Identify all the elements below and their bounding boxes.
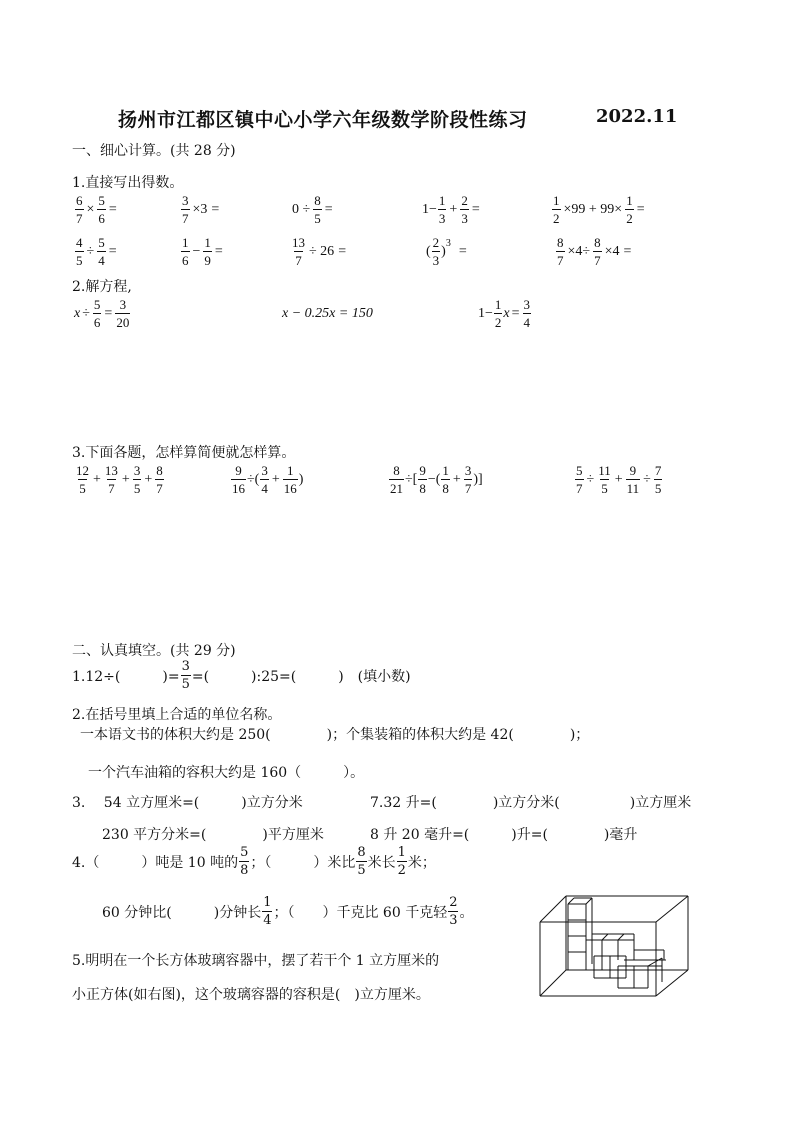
- section2-heading: 二、认真填空。(共 29 分): [72, 643, 236, 659]
- fill-q5-line2: 小正方体(如右图)，这个玻璃容器的容积是( )立方厘米。: [72, 987, 430, 1003]
- page-title: 扬州市江都区镇中心小学六年级数学阶段性练习: [118, 109, 528, 131]
- calc-r2-e3: $\frac{13}{7}$ ÷ 26 =: [292, 235, 347, 268]
- fill-q3-line2a: 230 平方分米=( )平方厘米: [102, 827, 324, 843]
- equation-2: x − 0.25x = 150: [282, 306, 373, 321]
- fill-q3-line2b: 8 升 20 毫升=( )升=( )毫升: [370, 827, 638, 843]
- calc-r1-e2: $\frac{3}{7}$ ×3 =: [182, 193, 220, 226]
- section1-heading: 一、细心计算。(共 28 分): [72, 143, 236, 159]
- simplify-1: $\frac{12}{5}$ + $\frac{13}{7}$ + $\frac{3}{5}$ + $\frac{8}{7}$: [76, 463, 163, 496]
- fill-q5-line1: 5.明明在一个长方体玻璃容器中，摆了若干个 1 立方厘米的: [72, 953, 440, 969]
- calc-r1-e3: 0 ÷ $\frac{8}{5}$ =: [292, 193, 333, 226]
- equation-3: 1− $\frac{1}{2}$ x = $\frac{3}{4}$: [478, 297, 531, 330]
- q1-label: 1.直接写出得数。: [72, 175, 184, 191]
- glass-container-figure: [536, 890, 696, 1000]
- q2-label: 2.解方程,: [72, 279, 132, 295]
- calc-r2-e4: ( $\frac{2}{3}$ ) 3 =: [426, 235, 467, 268]
- fill-q4-line2: 60 分钟比( )分钟长 $\frac{1}{4}$ ；（ ）千克比 60 千克轻 $\frac{2}{3}$ 。: [102, 895, 474, 928]
- simplify-3: $\frac{8}{21}$ ÷[ $\frac{9}{8}$ −( $\frac{1}{8}$ + $\frac{3}{7}$ )]: [390, 463, 483, 496]
- calc-r2-e2: $\frac{1}{6}$ − $\frac{1}{9}$ =: [182, 235, 223, 268]
- fill-q1: 1.12÷( )= $\frac{3}{5}$ =( ):25=( ) (填小数): [72, 659, 411, 692]
- equation-1: x ÷ $\frac{5}{6}$ = $\frac{3}{20}$: [74, 297, 130, 330]
- calc-r1-e4: 1− $\frac{1}{3}$ + $\frac{2}{3}$ =: [422, 193, 480, 226]
- q3-label: 3.下面各题，怎样算简便就怎样算。: [72, 445, 296, 461]
- fill-q3-line1b: 7.32 升=( )立方分米( )立方厘米: [370, 795, 692, 811]
- simplify-4: $\frac{5}{7}$ ÷ $\frac{11}{5}$ + $\frac{9}{11}$ ÷ $\frac{7}{5}$: [576, 463, 662, 496]
- calc-r1-e5: $\frac{1}{2}$ ×99 + 99× $\frac{1}{2}$ =: [553, 193, 645, 226]
- fill-q3-line1a: 3. 54 立方厘米=( )立方分米: [72, 795, 303, 811]
- calc-r1-e1: $\frac{6}{7}$ × $\frac{5}{6}$ =: [76, 193, 117, 226]
- exam-date: 2022.11: [596, 106, 678, 127]
- simplify-2: $\frac{9}{16}$ ÷( $\frac{3}{4}$ + $\frac{1}{16}$ ): [232, 463, 304, 496]
- calc-r2-e5: $\frac{8}{7}$ ×4÷ $\frac{8}{7}$ ×4 =: [557, 235, 632, 268]
- calc-r2-e1: $\frac{4}{5}$ ÷ $\frac{5}{4}$ =: [76, 235, 117, 268]
- fill-q2-line1: 一本语文书的体积大约是 250( )；个集装箱的体积大约是 42( )；: [80, 727, 590, 743]
- fill-q4-line1: 4.（ ）吨是 10 吨的 $\frac{5}{8}$ ；（ ）米比 $\frac{8}{5}$ 米长 $\frac{1}{2}$ 米；: [72, 845, 436, 878]
- fill-q2-title: 2.在括号里填上合适的单位名称。: [72, 707, 282, 723]
- fill-q2-line2: 一个汽车油箱的容积大约是 160（ ）。: [88, 765, 365, 781]
